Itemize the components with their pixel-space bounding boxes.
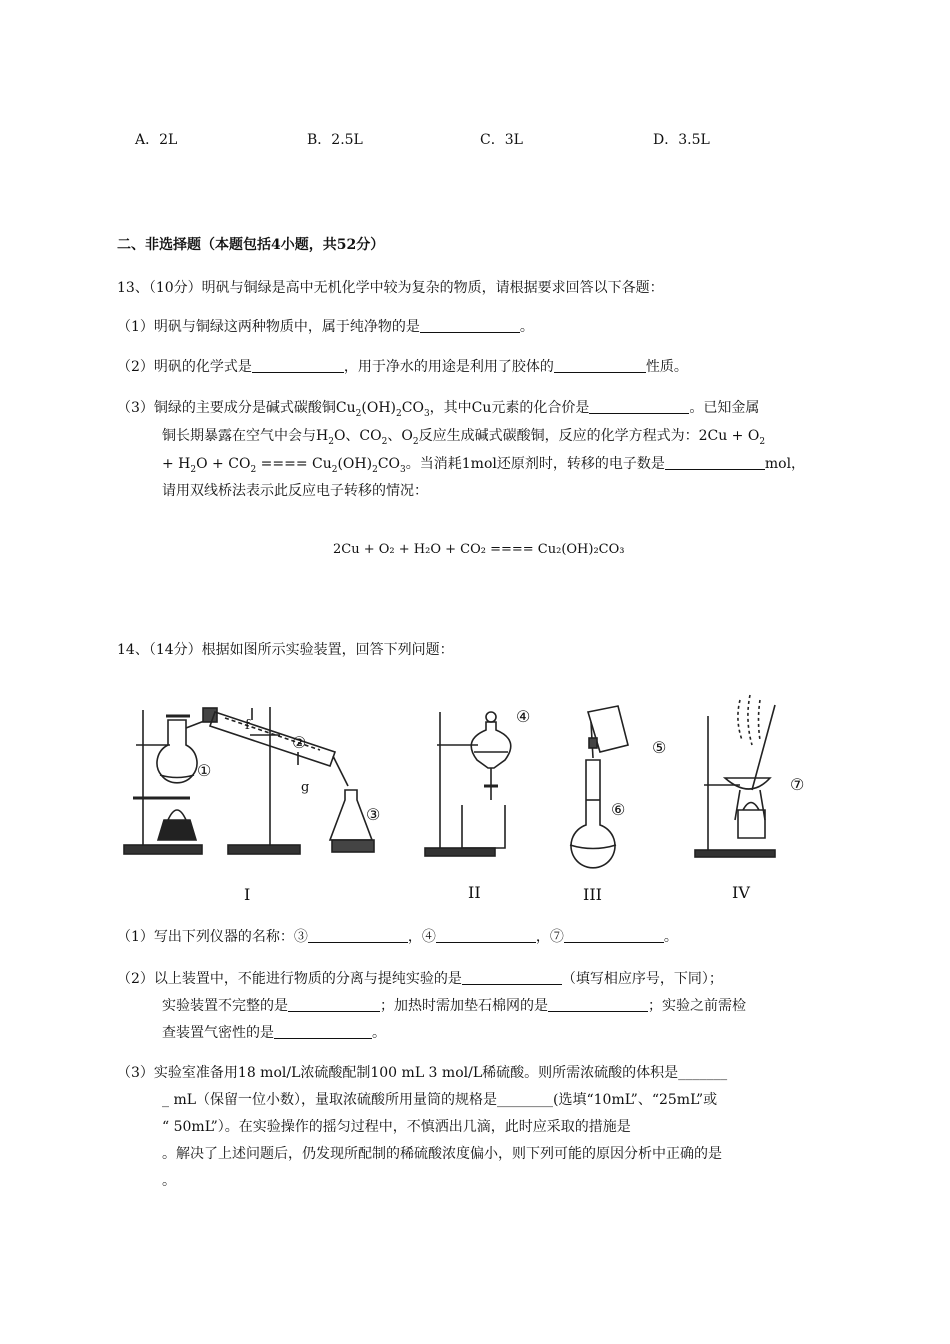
label-f: f xyxy=(245,718,250,733)
section-heading: 二、非选择题（本题包括4小题，共52分） xyxy=(117,237,385,253)
q14-part3-line5: 。 xyxy=(162,1173,176,1189)
label-7: ⑦ xyxy=(790,775,805,794)
q14-part3-line1: （3）实验室准备用18 mol/L浓硫酸配制100 mL 3 mol/L稀硫酸。则所需浓硫酸的体积是_______ xyxy=(117,1065,728,1081)
answer-blank[interactable] xyxy=(274,1024,372,1039)
q13-part2: （2）明矾的化学式是 ，用于净水的用途是利用了胶体的 性质。 xyxy=(117,359,688,375)
apparatus-iv xyxy=(695,695,775,857)
q13-part1: （1）明矾与铜绿这两种物质中，属于纯净物的是 。 xyxy=(117,319,534,335)
beaker xyxy=(462,805,505,848)
label-i: I xyxy=(244,885,251,904)
answer-blank[interactable] xyxy=(436,928,536,943)
option-c: C．3L xyxy=(480,132,523,148)
label-4: ④ xyxy=(516,707,531,726)
q14-part3-line4: 。解决了上述问题后，仍发现所配制的稀硫酸浓度偏小，则下列可能的原因分析中正确的是 xyxy=(162,1146,722,1162)
q14-part3-line3: “ 50mL”）。在实验操作的摇匀过程中，不慎洒出几滴，此时应采取的措施是 xyxy=(162,1119,631,1135)
label-ii: II xyxy=(468,883,481,902)
q14-part2-line3: 查装置气密性的是 。 xyxy=(162,1025,386,1041)
q14-stem: 14、（14分）根据如图所示实验装置，回答下列问题： xyxy=(117,642,454,658)
q14-part2-line2: 实验装置不完整的是 ；加热时需加垫石棉网的是 ；实验之前需检 xyxy=(162,998,746,1014)
label-3: ③ xyxy=(366,805,381,824)
q14-part2-line1: （2）以上装置中，不能进行物质的分离与提纯实验的是 （填写相应序号，下同）； xyxy=(117,971,723,987)
q13-part3-line4: 请用双线桥法表示此反应电子转移的情况： xyxy=(162,483,428,499)
q13-part3-line2: 铜长期暴露在空气中会与$H_2O$、$CO_2$、$O_2$反应生成碱式碳酸铜，反应的化学方程式为：$2Cu + O_2$ xyxy=(162,428,766,447)
q14-part1: （1）写出下列仪器的名称：③ ，④ ，⑦ 。 xyxy=(117,929,678,945)
q13-stem: 13、（10分）明矾与铜绿是高中无机化学中较为复杂的物质，请根据要求回答以下各题： xyxy=(117,280,664,296)
label-5: ⑤ xyxy=(652,738,667,757)
answer-blank[interactable] xyxy=(564,928,664,943)
apparatus-ii xyxy=(425,712,511,856)
condenser xyxy=(210,712,335,766)
label-2: ② xyxy=(292,733,307,752)
volumetric-flask xyxy=(571,760,615,868)
equation: 2Cu + O₂ + H₂O + CO₂ ==== Cu₂(OH)₂CO₃ xyxy=(333,542,625,557)
answer-blank[interactable] xyxy=(288,997,380,1012)
label-1: ① xyxy=(197,761,212,780)
q13-part3-line3: + $H_2O + CO_2$ ==== $Cu_2(OH)_2CO_3$。当消耗1mol还原剂时，转移的电子数是 mol， xyxy=(162,456,806,475)
option-b: B．2.5L xyxy=(307,132,363,148)
answer-blank[interactable] xyxy=(308,928,408,943)
option-d: D．3.5L xyxy=(653,132,710,148)
option-a: A．2L xyxy=(135,132,178,148)
answer-blank[interactable] xyxy=(548,997,648,1012)
apparatus-iii xyxy=(570,706,628,868)
label-iii: III xyxy=(583,885,602,904)
label-6: ⑥ xyxy=(611,800,626,819)
distilling-flask xyxy=(157,720,197,783)
label-iv: IV xyxy=(732,883,750,902)
label-g: g xyxy=(301,780,310,795)
evaporating-dish xyxy=(725,778,770,789)
q14-part3-line2: _ mL（保留一位小数），量取浓硫酸所用量筒的规格是________(选填“10mL”、“25mL”或 xyxy=(162,1092,718,1108)
answer-blank[interactable] xyxy=(462,970,562,985)
q13-part3-line1: （3）铜绿的主要成分是碱式碳酸铜$Cu_2(OH)_2CO_3$，其中Cu元素的化合价是 。已知金属 xyxy=(117,400,760,419)
